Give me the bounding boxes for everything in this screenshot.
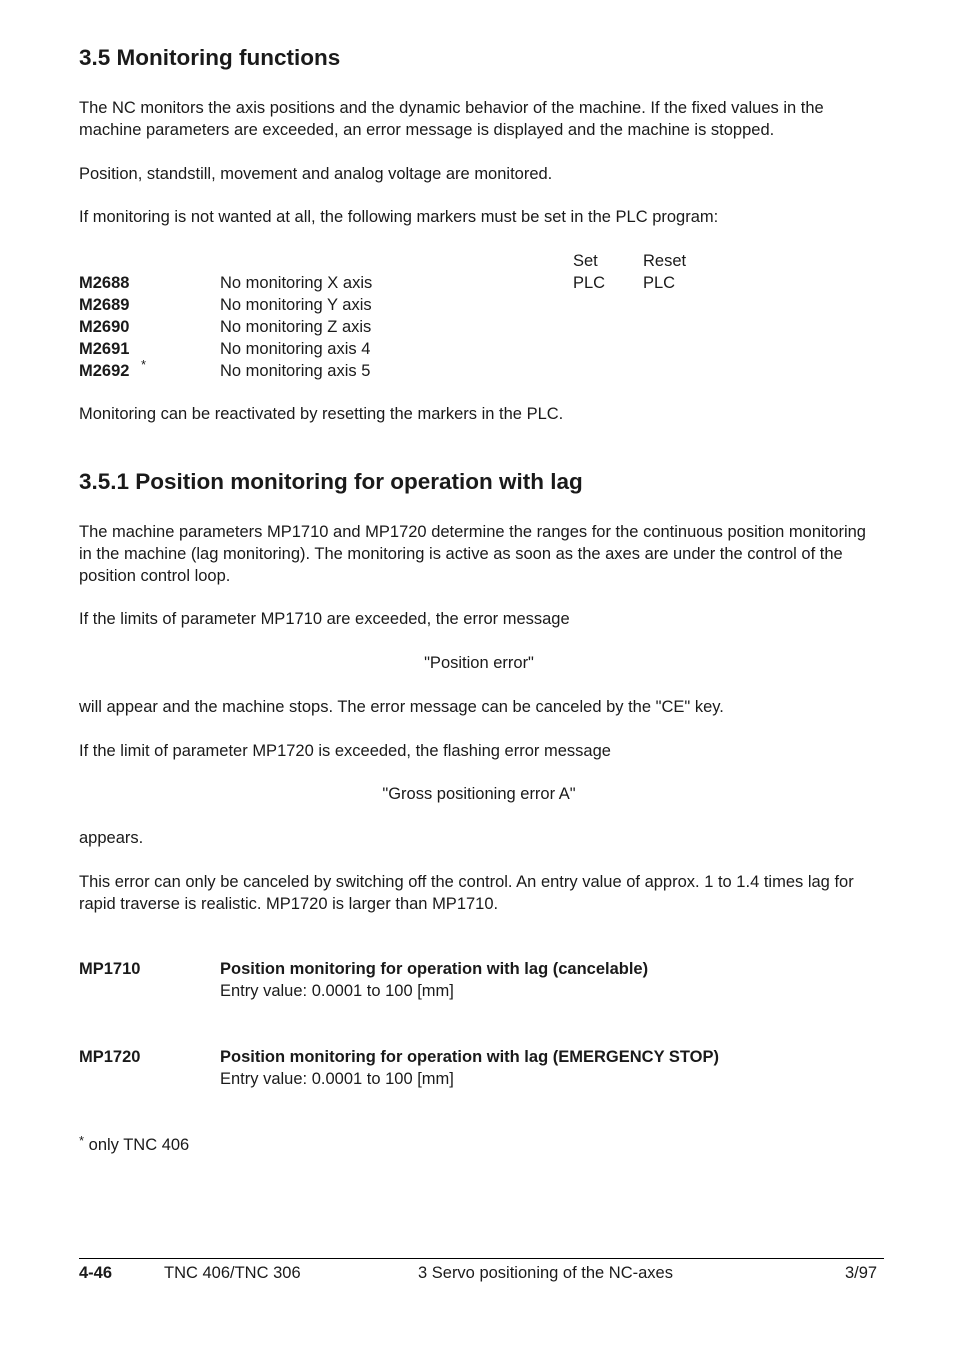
marker-description: No monitoring axis 4: [220, 340, 371, 358]
marker-description: No monitoring Y axis: [220, 296, 372, 314]
marker-code: M2692: [79, 362, 130, 380]
product-name: TNC 406/TNC 306: [164, 1264, 301, 1282]
footnote: [79, 1134, 189, 1157]
marker-description: No monitoring X axis: [220, 274, 373, 292]
subsection-title: 3.5.1 Position monitoring for operation with lag: [79, 469, 583, 494]
error-message-text: "Position error": [424, 654, 534, 672]
parameter-title: Position monitoring for operation with lag (cancelable): [220, 960, 649, 978]
chapter-title: 3 Servo positioning of the NC-axes: [418, 1264, 673, 1282]
mp1720-paragraph: If the limit of parameter MP1720 is exceeded, the flashing error message: [79, 742, 611, 760]
marker-code: M2691: [79, 340, 130, 358]
appears-paragraph: appears.: [79, 829, 144, 847]
marker-description: No monitoring axis 5: [220, 362, 371, 380]
marker-code: M2689: [79, 296, 130, 314]
parameter-id: MP1720: [79, 1048, 141, 1066]
footnote-text: only TNC 406: [84, 1136, 190, 1154]
monitored-paragraph: Position, standstill, movement and analog voltage are monitored.: [79, 165, 553, 183]
col-header-reset: Reset: [643, 252, 687, 270]
cancel-paragraph: will appear and the machine stops. The error message can be canceled by the "CE" key.: [79, 698, 724, 716]
marker-code: M2688: [79, 274, 130, 292]
marker-code: M2690: [79, 318, 130, 336]
reactivation-paragraph: Monitoring can be reactivated by resetting the markers in the PLC.: [79, 405, 564, 423]
mp1710-paragraph: If the limits of parameter MP1710 are exceeded, the error message: [79, 610, 570, 628]
col-header-set: Set: [573, 252, 598, 270]
marker-set-value: PLC: [573, 274, 606, 292]
marker-description: No monitoring Z axis: [220, 318, 372, 336]
intro-paragraph: The NC monitors the axis positions and the dynamic behavior of the machine. If the fixed values in the machine parameters are exceeded, an error message is displayed and the machine is stopped.: [79, 99, 824, 139]
markers-paragraph: If monitoring is not wanted at all, the following markers must be set in the PLC program:: [79, 208, 719, 226]
marker-reset-value: PLC: [643, 274, 676, 292]
parameter-entry-value: Entry value: 0.0001 to 100 [mm]: [220, 1070, 454, 1088]
switch-off-paragraph: This error can only be canceled by switching off the control. An entry value of approx. 1 to 1.4 times lag for rapid traverse is realistic. MP1720 is larger than MP1710.: [79, 873, 854, 913]
parameter-entry-value: Entry value: 0.0001 to 100 [mm]: [220, 982, 454, 1000]
section-title: 3.5 Monitoring functions: [79, 45, 341, 70]
lag-intro-paragraph: The machine parameters MP1710 and MP1720 determine the ranges for the continuous position monitoring in the machine (lag monitoring). The monitoring is active as soon as the axes are under the control of the position control loop.: [79, 523, 866, 585]
edition-date: 3/97: [845, 1264, 878, 1282]
footer-rule: [79, 1258, 884, 1259]
parameter-id: MP1710: [79, 960, 141, 978]
page-number: 4-46: [79, 1264, 113, 1282]
footnote-marker: *: [79, 1133, 85, 1148]
parameter-title: Position monitoring for operation with lag (EMERGENCY STOP): [220, 1048, 719, 1066]
footnote-marker: *: [141, 357, 147, 372]
error-message-text: "Gross positioning error A": [382, 785, 576, 803]
